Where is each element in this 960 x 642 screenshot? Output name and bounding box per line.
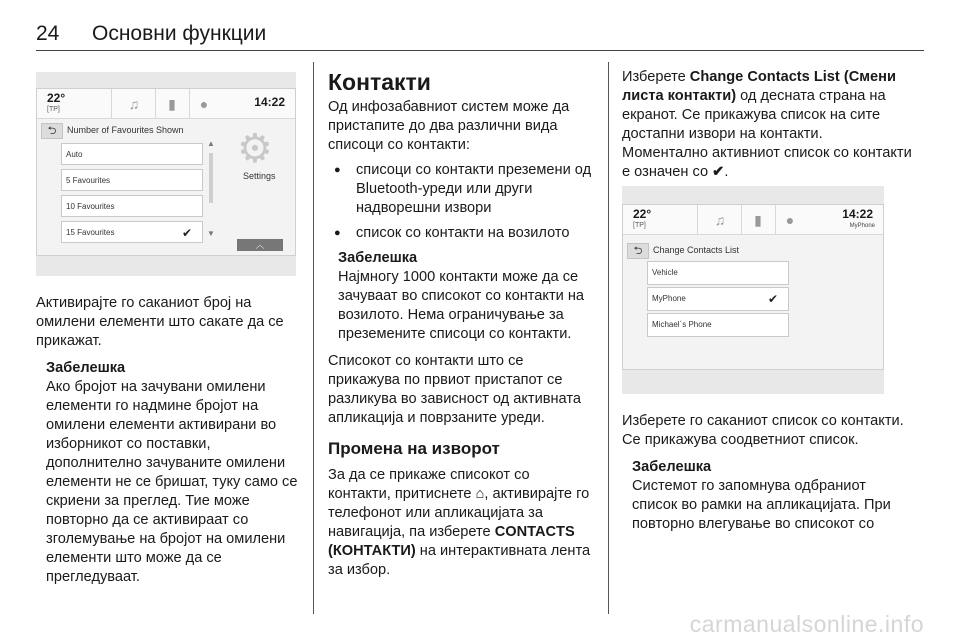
left-column-text bbox=[36, 294, 298, 587]
watermark: carmanualsonline.info bbox=[689, 611, 924, 637]
list-item[interactable]: Vehicle bbox=[647, 261, 789, 285]
clock: 14:22 bbox=[842, 207, 873, 221]
status-bar bbox=[37, 89, 295, 119]
temperature: 22° bbox=[47, 91, 66, 105]
page-number: 24 bbox=[36, 22, 60, 45]
contacts-screen bbox=[622, 204, 884, 370]
subsection-heading: Промена на изворот bbox=[328, 439, 500, 458]
scroll-down-icon[interactable]: ▼ bbox=[207, 229, 215, 238]
navigation-icon[interactable]: ● bbox=[199, 96, 209, 112]
tp-indicator: [TP] bbox=[633, 222, 646, 229]
back-button[interactable]: ⮌ bbox=[627, 243, 649, 259]
list-item[interactable]: 5 Favourites bbox=[61, 169, 203, 191]
note-text: Најмногу 1000 контакти може да се зачуваат во списокот со контакти на возилото. Нема ограничување за преземените списоци со контакти. bbox=[338, 269, 585, 342]
note-heading: Забелешка bbox=[632, 459, 712, 475]
phone-icon[interactable]: ▮ bbox=[168, 96, 176, 112]
check-icon: ✔ bbox=[181, 226, 192, 240]
right-column-top-text bbox=[622, 68, 912, 182]
change-contacts-list-label: Change Contacts List (Смени листа контакти) bbox=[622, 69, 896, 104]
audio-icon[interactable]: ♫ bbox=[128, 96, 140, 112]
header-rule bbox=[36, 50, 924, 51]
contacts-screen-figure bbox=[622, 186, 884, 394]
note-heading: Забелешка bbox=[338, 250, 418, 266]
column-divider-1 bbox=[313, 62, 314, 614]
right-column-bottom-text bbox=[622, 412, 912, 534]
note-text: Системот го запомнува одбраниот список во рамки на апликацијата. При повторно влегување во списокот со bbox=[632, 478, 891, 532]
device-name: MyPhone bbox=[849, 223, 875, 229]
middle-column-text bbox=[328, 68, 596, 580]
scroll-up-icon[interactable]: ▲ bbox=[207, 139, 215, 148]
change-list-paragraph: Изберете Change Contacts List (Смени листа контакти) од десната страна на екранот. Се прикажува список на сите достапни извори на контакти. Моментално активниот список со контакти е означен со ✔. bbox=[622, 69, 912, 180]
note-heading: Забелешка bbox=[46, 360, 126, 376]
check-icon: ✔ bbox=[712, 164, 725, 180]
temperature: 22° bbox=[633, 207, 652, 221]
back-button[interactable]: ⮌ bbox=[41, 123, 63, 139]
list-item[interactable]: 15 Favourites ✔ bbox=[61, 221, 203, 243]
list-item[interactable]: 10 Favourites bbox=[61, 195, 203, 217]
intro-paragraph: Од инфозабавниот систем може да пристапите до два различни вида списоци со контакти: bbox=[328, 99, 570, 153]
section-heading: Контакти bbox=[328, 69, 431, 95]
navigation-icon[interactable]: ● bbox=[785, 212, 795, 228]
change-source-paragraph: За да се прикаже списокот со контакти, притиснете ⌂, активирајте го телефонот или апликацијата за навигација, па изберете CONTACTS (КОНТАКТИ) на интерактивната лента за избор. bbox=[328, 467, 591, 578]
favourites-paragraph: Активирајте го саканиот број на омилени елементи што сакате да се прикажат. bbox=[36, 295, 284, 349]
contacts-list-paragraph: Списокот со контакти што се прикажува по првиот пристапот се разликува во зависност од активната апликација и поврзаните уреди. bbox=[328, 353, 581, 426]
clock: 14:22 bbox=[254, 95, 285, 109]
settings-gear-icon[interactable]: ⚙ bbox=[237, 127, 273, 171]
list-item[interactable]: MyPhone ✔ bbox=[647, 287, 789, 311]
check-icon: ✔ bbox=[767, 292, 778, 306]
favourites-screen-figure bbox=[36, 72, 296, 276]
settings-label[interactable]: Settings bbox=[243, 171, 276, 181]
contacts-button-label: CONTACTS (КОНТАКТИ) bbox=[328, 524, 575, 559]
phone-icon[interactable]: ▮ bbox=[754, 212, 762, 228]
audio-icon[interactable]: ♫ bbox=[714, 212, 726, 228]
screen-title: Change Contacts List bbox=[653, 245, 740, 255]
list-item[interactable]: Auto bbox=[61, 143, 203, 165]
home-icon: ⌂ bbox=[475, 486, 485, 502]
column-divider-2 bbox=[608, 62, 609, 614]
page-header bbox=[36, 22, 266, 52]
tp-indicator: [TP] bbox=[47, 106, 60, 113]
screen-title: Number of Favourites Shown bbox=[67, 125, 184, 135]
collapse-button[interactable]: ︿ bbox=[237, 239, 283, 251]
bullet-item: ● списоци со контакти преземени од Bluetooth-уреди или други надворешни извори bbox=[328, 161, 596, 218]
list-item[interactable]: Michael´s Phone bbox=[647, 313, 789, 337]
favourites-screen bbox=[36, 88, 296, 256]
bullet-item: ● список со контакти на возилото bbox=[328, 224, 596, 243]
chapter-title: Основни функции bbox=[92, 22, 267, 45]
select-list-paragraph: Изберете го саканиот список со контакти. Се прикажува соодветниот список. bbox=[622, 413, 904, 448]
scrollbar[interactable] bbox=[209, 153, 213, 203]
status-bar bbox=[623, 205, 883, 235]
note-text: Ако бројот на зачувани омилени елементи го надмине бројот на омилени елементи активирани во изборникот со поставки, дополнително зачуваните омилени елементи не се бришат, туку само се скриени за преглед. Тие може повторно да се активираат со зголемување на бројот на омилени елементи што може да се прегледуваат. bbox=[46, 379, 298, 585]
